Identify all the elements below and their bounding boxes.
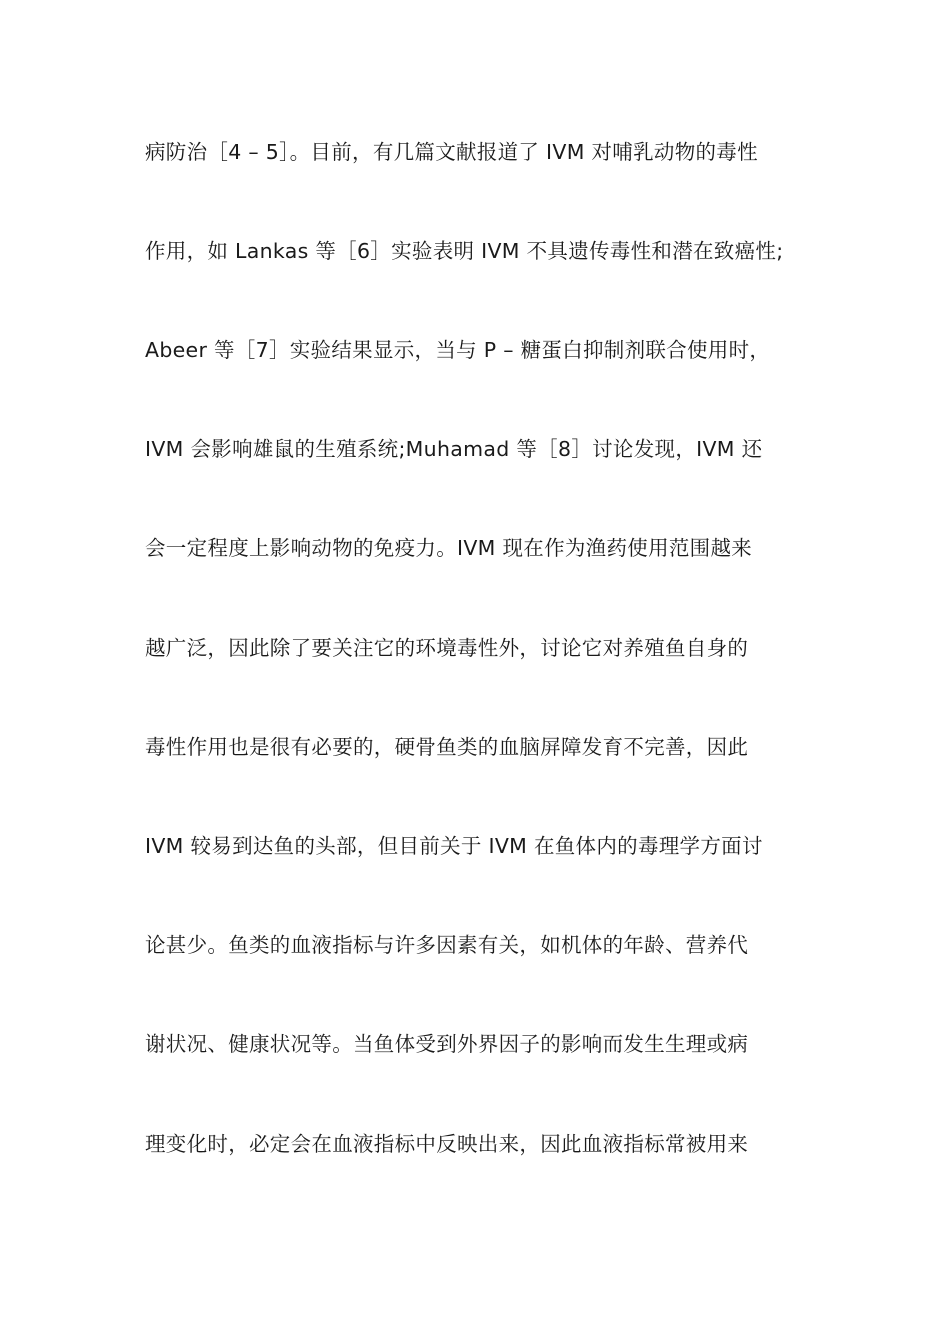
- paragraph-line-8: IVM 较易到达鱼的头部，但目前关于 IVM 在鱼体内的毒理学方面讨: [145, 834, 763, 858]
- paragraph-line-6: 越广泛，因此除了要关注它的环境毒性外，讨论它对养殖鱼自身的: [145, 636, 749, 660]
- paragraph-line-7: 毒性作用也是很有必要的，硬骨鱼类的血脑屏障发育不完善，因此: [145, 735, 749, 759]
- paragraph-line-4: IVM 会影响雄鼠的生殖系统;Muhamad 等［8］讨论发现，IVM 还: [145, 437, 763, 461]
- paragraph-line-5: 会一定程度上影响动物的免疫力。IVM 现在作为渔药使用范围越来: [145, 536, 753, 560]
- paragraph-line-3: Abeer 等［7］实验结果显示，当与 P – 糖蛋白抑制剂联合使用时，: [145, 338, 771, 362]
- paragraph-line-11: 理变化时，必定会在血液指标中反映出来，因此血液指标常被用来: [145, 1132, 749, 1156]
- paragraph-line-10: 谢状况、健康状况等。当鱼体受到外界因子的影响而发生生理或病: [145, 1032, 749, 1056]
- paragraph-line-9: 论甚少。鱼类的血液指标与许多因素有关，如机体的年龄、营养代: [145, 933, 749, 957]
- paragraph-line-1: 病防治［4 – 5］。目前，有几篇文献报道了 IVM 对哺乳动物的毒性: [145, 140, 758, 164]
- paragraph-line-2: 作用，如 Lankas 等［6］实验表明 IVM 不具遗传毒性和潜在致癌性;: [145, 239, 784, 263]
